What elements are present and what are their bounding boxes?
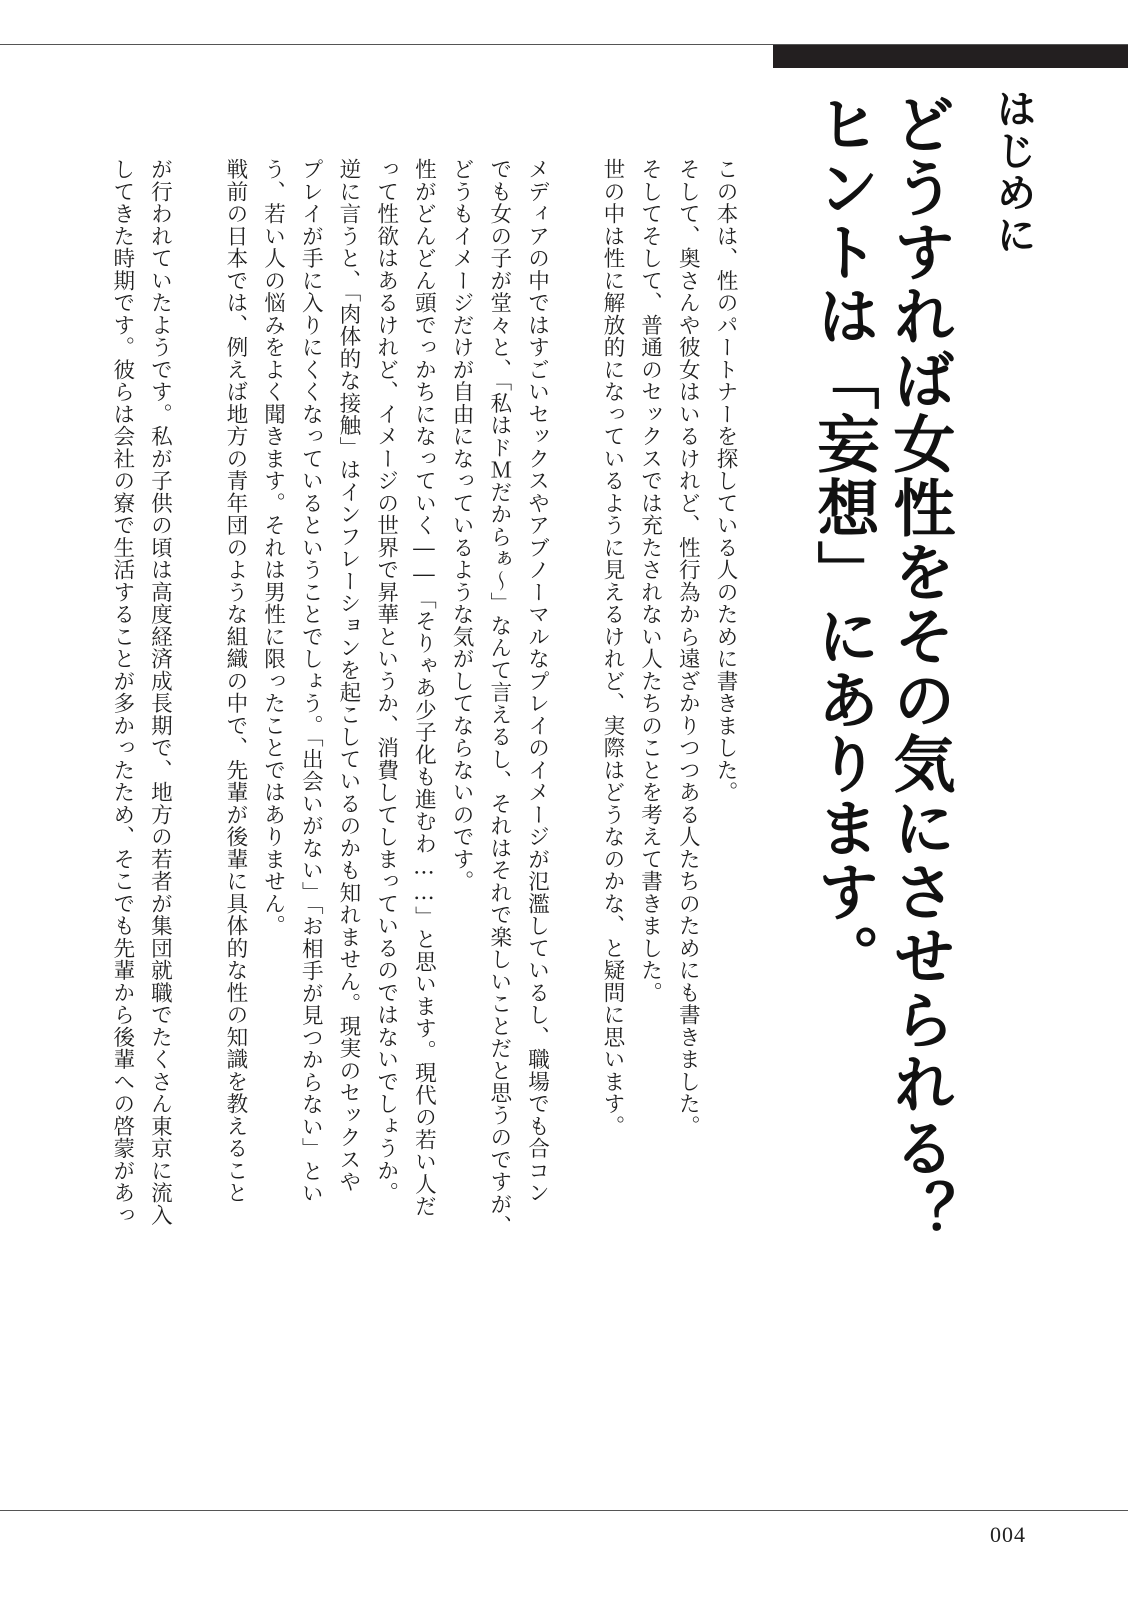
section-label: はじめに [990, 88, 1036, 256]
footer-rule [0, 1510, 1128, 1511]
body-line: 戦前の日本では、例えば地方の青年団のような組織の中で、先輩が後輩に具体的な性の知識を教えること [222, 158, 248, 1204]
page-number: 004 [990, 1522, 1026, 1547]
body-line: どうもイメージだけが自由になっているような気がしてならないのです。 [449, 158, 475, 893]
body-line: 性がどんどん頭でっかちになっていく――「そりゃあ少子化も進むわ……」と思います。現代の若い人だ [411, 158, 437, 1218]
body-text [109, 158, 744, 1238]
body-line: この本は、性のパートナーを探している人のために書きました。 [713, 158, 738, 804]
body-line: そして、奥さんや彼女はいるけれど、性行為から遠ざかりつつある人たちのためにも書きました。 [675, 158, 701, 1137]
body-line: って性欲はあるけれど、イメージの世界で昇華というか、消費してしまっているのではないでしょうか。 [373, 158, 399, 1204]
body-line: してきた時期です。彼らは会社の寮で生活することが多かったため、そこでも先輩から後輩への啓蒙があっ [109, 158, 135, 1226]
page-headline [797, 92, 957, 1244]
body-line: プレイが手に入りにくくなっているということでしょう。「出会いがない」「お相手が見つからない」とい [298, 158, 324, 1205]
headline-line-2: ヒントは「妄想」にあります。 [807, 92, 880, 988]
body-line: そしてそして、普通のセックスでは充たされない人たちのことを考えて書きました。 [637, 158, 663, 1004]
body-line: 逆に言うと、「肉体的な接触」はインフレーションを起こしているのかも知れません。現実のセックスや [335, 158, 361, 1193]
body-line: が行われていたようです。私が子供の頃は高度経済成長期で、地方の若者が集団就職でたくさん東京に流入 [147, 158, 173, 1226]
header-bar [773, 45, 1128, 68]
body-line: う、若い人の悩みをよく聞きます。それは男性に限ったことではありません。 [260, 158, 286, 937]
body-line: メディアの中ではすごいセックスやアブノーマルなプレイのイメージが氾濫しているし、職場でも合コン [524, 158, 550, 1204]
body-line: 世の中は性に解放的になっているように見えるけれど、実際はどうなのかな、と疑問に思います。 [599, 158, 625, 1137]
headline-line-1: どうすれば女性をその気にさせられる？ [883, 92, 956, 1244]
body-line: でも女の子が堂々と、「私はドＭだからぁ〜」なんて言えるし、それはそれで楽しいことだと思うのですが、 [486, 158, 512, 1238]
